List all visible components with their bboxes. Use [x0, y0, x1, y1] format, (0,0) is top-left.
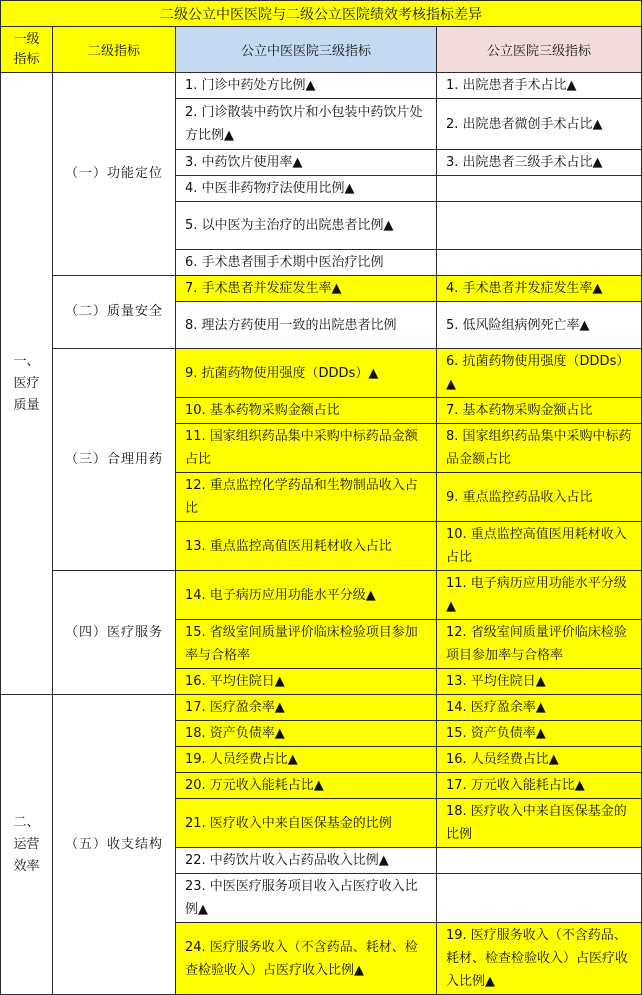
general-indicator: 17. 万元收入能耗占比▲: [437, 773, 642, 799]
tcm-indicator: 6. 手术患者围手术期中医治疗比例: [176, 250, 437, 276]
general-indicator: 6. 抗菌药物使用强度（DDDs）▲: [437, 349, 642, 398]
tcm-indicator: 4. 中医非药物疗法使用比例▲: [176, 176, 437, 202]
tcm-indicator: 3. 中药饮片使用率▲: [176, 150, 437, 176]
general-indicator: 16. 人员经费占比▲: [437, 747, 642, 773]
tcm-indicator: 21. 医疗收入中来自医保基金的比例: [176, 799, 437, 848]
general-indicator: 3. 出院患者三级手术占比▲: [437, 150, 642, 176]
general-indicator: 19. 医疗服务收入（不含药品、耗材、检查检验收入）占医疗收入比例▲: [437, 923, 642, 995]
tcm-indicator: 9. 抗菌药物使用强度（DDDs）▲: [176, 349, 437, 398]
table-title: 二级公立中医医院与二级公立医院绩效考核指标差异: [1, 1, 642, 27]
level2-income: （五）收支结构: [53, 695, 176, 995]
tcm-indicator: 7. 手术患者并发症发生率▲: [176, 276, 437, 302]
general-indicator: 2. 出院患者微创手术占比▲: [437, 99, 642, 150]
general-indicator: 1. 出院患者手术占比▲: [437, 73, 642, 99]
level2-drug-use: （三）合理用药: [53, 349, 176, 571]
tcm-indicator: 1. 门诊中药处方比例▲: [176, 73, 437, 99]
header-tcm: 公立中医医院三级指标: [176, 27, 437, 73]
general-indicator: 11. 电子病历应用功能水平分级▲: [437, 571, 642, 620]
tcm-indicator: 14. 电子病历应用功能水平分级▲: [176, 571, 437, 620]
header-level2: 二级指标: [53, 27, 176, 73]
general-indicator: 15. 资产负债率▲: [437, 721, 642, 747]
level1-operation-efficiency: 二、 运营 效率: [1, 695, 53, 995]
level1-medical-quality: 一、 医疗 质量: [1, 73, 53, 695]
header-level1: 一级 指标: [1, 27, 53, 73]
general-indicator: 8. 国家组织药品集中采购中标药品金额占比: [437, 424, 642, 473]
general-indicator: 7. 基本药物采购金额占比: [437, 398, 642, 424]
general-indicator: [437, 250, 642, 276]
general-indicator: 12. 省级室间质量评价临床检验项目参加率与合格率: [437, 620, 642, 669]
general-indicator: [437, 848, 642, 874]
general-indicator: 4. 手术患者并发症发生率▲: [437, 276, 642, 302]
tcm-indicator: 22. 中药饮片收入占药品收入比例▲: [176, 848, 437, 874]
general-indicator: 9. 重点监控药品收入占比: [437, 473, 642, 522]
tcm-indicator: 13. 重点监控高值医用耗材收入占比: [176, 522, 437, 571]
general-indicator: 14. 医疗盈余率▲: [437, 695, 642, 721]
general-indicator: [437, 176, 642, 202]
header-general: 公立医院三级指标: [437, 27, 642, 73]
tcm-indicator: 23. 中医医疗服务项目收入占医疗收入比例▲: [176, 874, 437, 923]
general-indicator: 18. 医疗收入中来自医保基金的比例: [437, 799, 642, 848]
general-indicator: 10. 重点监控高值医用耗材收入占比: [437, 522, 642, 571]
general-indicator: 13. 平均住院日▲: [437, 669, 642, 695]
tcm-indicator: 16. 平均住院日▲: [176, 669, 437, 695]
tcm-indicator: 10. 基本药物采购金额占比: [176, 398, 437, 424]
tcm-indicator: 2. 门诊散装中药饮片和小包装中药饮片处方比例▲: [176, 99, 437, 150]
tcm-indicator: 12. 重点监控化学药品和生物制品收入占比: [176, 473, 437, 522]
tcm-indicator: 5. 以中医为主治疗的出院患者比例▲: [176, 202, 437, 250]
general-indicator: 5. 低风险组病例死亡率▲: [437, 302, 642, 349]
general-indicator: [437, 874, 642, 923]
tcm-indicator: 17. 医疗盈余率▲: [176, 695, 437, 721]
tcm-indicator: 19. 人员经费占比▲: [176, 747, 437, 773]
tcm-indicator: 11. 国家组织药品集中采购中标药品金额占比: [176, 424, 437, 473]
level2-function: （一）功能定位: [53, 73, 176, 276]
tcm-indicator: 8. 理法方药使用一致的出院患者比例: [176, 302, 437, 349]
tcm-indicator: 15. 省级室间质量评价临床检验项目参加率与合格率: [176, 620, 437, 669]
level2-service: （四）医疗服务: [53, 571, 176, 695]
tcm-indicator: 18. 资产负债率▲: [176, 721, 437, 747]
tcm-indicator: 20. 万元收入能耗占比▲: [176, 773, 437, 799]
level2-quality: （二）质量安全: [53, 276, 176, 349]
general-indicator: [437, 202, 642, 250]
tcm-indicator: 24. 医疗服务收入（不含药品、耗材、检查检验收入）占医疗收入比例▲: [176, 923, 437, 995]
